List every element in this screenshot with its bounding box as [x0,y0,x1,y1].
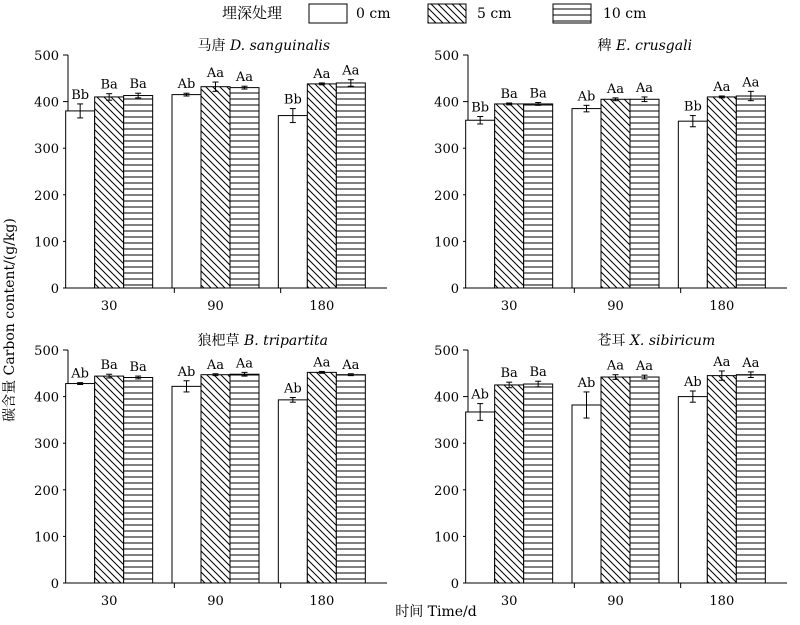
y-tick-label: 0 [450,577,459,592]
chart-panel-4 [434,332,787,609]
significance-label: Ab [177,77,196,93]
significance-label: Ba [500,86,518,102]
bar [572,405,601,583]
y-tick-label: 400 [34,95,59,111]
x-tick-label: 180 [309,299,335,314]
chart-panel-2 [434,38,787,314]
significance-label: Aa [206,357,225,373]
y-tick-label: 400 [434,390,459,406]
y-tick-label: 200 [434,188,459,204]
significance-label: Ab [471,387,490,403]
y-tick-label: 300 [34,437,59,453]
legend-label-10cm: 10 cm [603,6,647,22]
panel-title [598,38,693,54]
panel-title-cn: 苍耳 [597,333,630,349]
significance-label: Bb [683,99,702,115]
panel-title [198,332,329,349]
bar [466,412,495,583]
bar [124,377,153,583]
significance-label: Ab [683,375,702,391]
panel-title-latin: B. tripartita [243,333,329,349]
y-tick-label: 100 [34,235,59,251]
x-tick-label: 180 [309,594,335,609]
bar [601,377,630,583]
bar [678,121,707,288]
significance-label: Ba [129,77,147,93]
y-tick-label: 300 [434,142,459,158]
y-tick-label: 300 [34,142,59,158]
panel-title-latin: X. sibiricum [629,333,716,349]
significance-label: Aa [235,356,254,372]
significance-label: Aa [742,75,760,91]
bar [278,400,307,583]
significance-label: Ab [177,364,196,380]
bar [201,87,230,288]
bar [95,97,124,288]
significance-label: Ba [500,366,518,382]
significance-label: Aa [635,80,654,96]
significance-label: Ab [283,381,302,397]
significance-label: Bb [283,92,302,108]
panel-title [198,38,331,54]
x-tick-label: 90 [607,594,624,609]
y-tick-label: 0 [450,282,459,297]
significance-label: Bb [71,87,90,103]
x-tick-label: 30 [100,299,118,314]
bar [172,386,201,583]
bar [466,120,495,288]
bar [336,375,365,583]
panel-title-latin: D. sanguinalis [229,38,331,54]
y-tick-label: 100 [434,530,459,546]
x-tick-label: 90 [207,299,224,314]
chart-panel-3 [34,332,387,609]
bar [307,372,336,583]
panel-title-cn: 马唐 [197,38,230,54]
legend-title: 埋深处理 [222,4,283,22]
significance-label: Bb [471,100,490,116]
y-tick-label: 500 [34,49,59,64]
significance-label: Aa [313,355,331,371]
bar [66,384,95,583]
x-tick-label: 30 [500,594,518,609]
significance-label: Aa [313,66,331,82]
panel-title-latin: E. crusgali [615,38,693,54]
significance-label: Aa [342,357,360,373]
y-axis-title: 碳含量 Carbon content/(g/kg) [2,218,18,422]
bar [678,397,707,583]
bar [336,83,365,288]
bar [230,374,259,583]
significance-label: Ab [577,89,596,105]
significance-label: Aa [713,354,731,370]
y-tick-label: 300 [434,437,459,453]
x-tick-label: 30 [500,299,518,314]
legend [222,4,646,23]
significance-label: Ba [529,86,547,102]
significance-label: Ba [100,358,118,374]
bar [124,96,153,288]
x-tick-label: 180 [709,594,735,609]
y-tick-label: 100 [434,235,459,251]
significance-label: Ba [100,77,118,93]
bar [630,377,659,583]
panel-title-cn: 狼杷草 [197,333,244,349]
significance-label: Aa [606,81,625,97]
significance-label: Aa [342,63,360,79]
y-tick-label: 500 [34,344,59,359]
bar [495,385,524,583]
y-tick-label: 0 [50,577,59,592]
x-axis-title: 时间 Time/d [395,604,477,620]
significance-label: Ba [129,360,147,376]
x-tick-label: 180 [709,299,735,314]
bar [95,376,124,583]
y-tick-label: 400 [434,95,459,111]
x-tick-label: 90 [207,594,224,609]
chart-panel-1 [34,38,387,314]
y-tick-label: 500 [434,344,459,359]
bar [524,104,553,288]
y-tick-label: 500 [434,49,459,64]
significance-label: Aa [635,359,654,375]
bar [707,97,736,288]
bar [524,384,553,583]
significance-label: Ab [577,375,596,391]
panel-title-cn: 稗 [597,38,616,54]
bar [495,104,524,288]
significance-label: Ba [529,365,547,381]
bar [601,99,630,288]
bar [736,96,765,288]
bar [572,109,601,288]
y-tick-label: 200 [34,188,59,204]
bar [630,99,659,288]
significance-label: Aa [713,80,731,96]
y-tick-label: 200 [34,483,59,499]
y-tick-label: 100 [34,530,59,546]
x-tick-label: 30 [100,594,118,609]
legend-swatch-10cm [553,4,591,23]
significance-label: Aa [606,358,625,374]
significance-label: Aa [206,66,225,82]
y-tick-label: 400 [34,390,59,406]
bar [707,376,736,583]
bar [736,375,765,583]
significance-label: Aa [742,355,760,371]
y-tick-label: 200 [434,483,459,499]
bar [307,84,336,288]
x-tick-label: 90 [607,299,624,314]
legend-label-5cm: 5 cm [477,6,512,22]
y-tick-label: 0 [50,282,59,297]
legend-swatch-0cm [309,4,347,23]
bar [172,95,201,288]
panel-title [598,332,716,349]
bar [66,111,95,288]
legend-swatch-5cm [428,4,466,23]
significance-label: Aa [235,70,254,86]
bar [201,375,230,583]
chart-panels [34,38,787,609]
bar [278,116,307,288]
bar [230,88,259,288]
legend-label-0cm: 0 cm [356,6,391,22]
significance-label: Ab [71,366,90,382]
